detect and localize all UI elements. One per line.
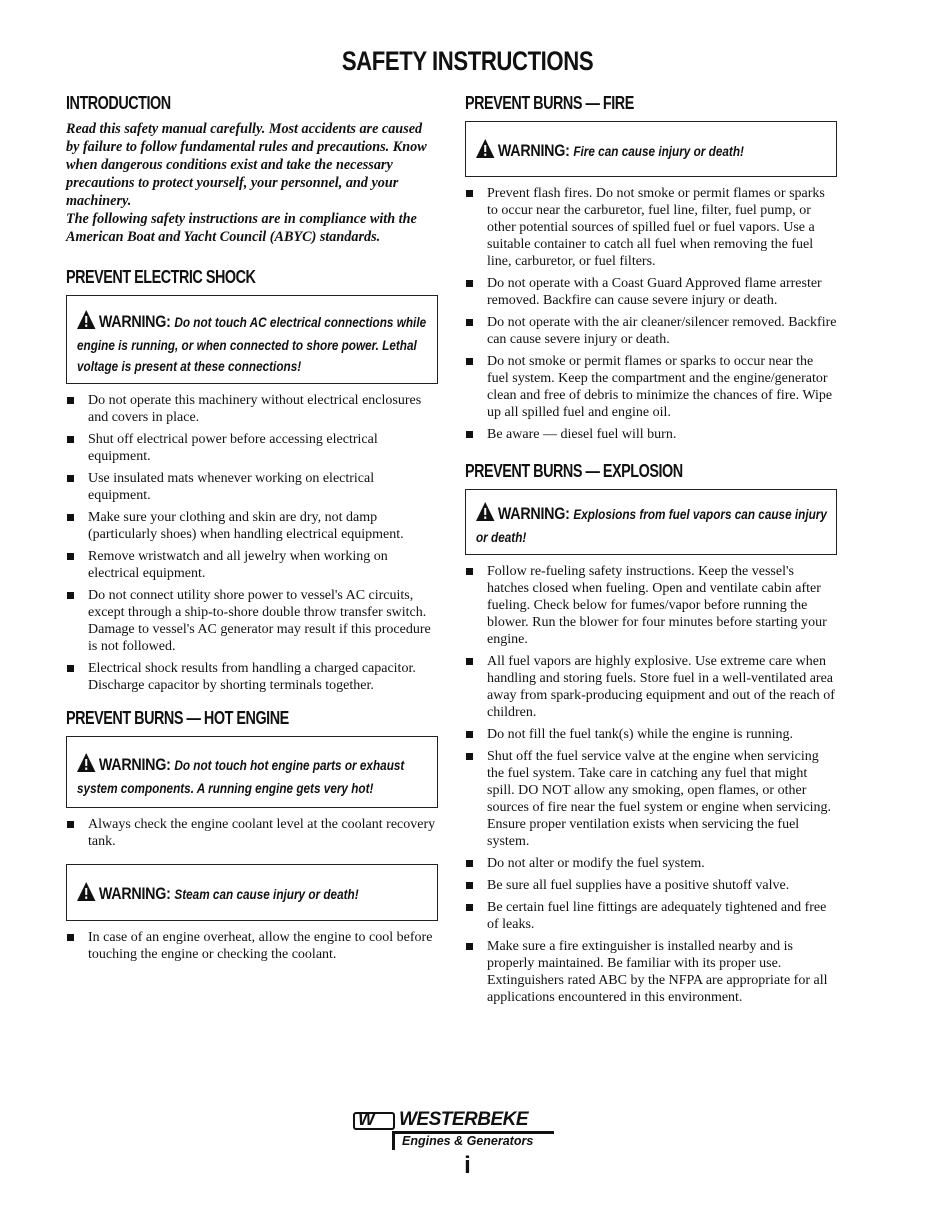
logo-stem [392, 1131, 395, 1150]
list-item: Do not operate this machinery without electrical enclosures and covers in place. [66, 392, 438, 426]
list-item: All fuel vapors are highly explosive. Use extreme care when handling and storing fuels. Store fuel in a well-ventilated area away from spark-producing equipment and out of the reach of children. [465, 653, 837, 721]
warning-label: WARNING: [98, 884, 171, 903]
square-bullet [67, 934, 74, 941]
warning-box [66, 295, 438, 384]
warning-text: Do not touch AC electrical connections while engine is running, or when connected to shore power. Lethal voltage is present at these connections! [77, 314, 427, 374]
square-bullet [67, 475, 74, 482]
list-item: Make sure your clothing and skin are dry, not damp (particularly shoes) when handling electrical equipment. [66, 509, 438, 543]
steam-warning-box [66, 864, 438, 921]
square-bullet [466, 319, 473, 326]
warning-box [66, 736, 438, 808]
list-item: Do not connect utility shore power to vessel's AC circuits, except through a ship-to-shore double throw transfer switch. Damage to vessel's AC generator may result if this procedure is not followed. [66, 587, 438, 655]
warning-triangle-icon [476, 502, 494, 527]
square-bullet [466, 882, 473, 889]
explosion-heading: PREVENT BURNS — EXPLOSION [465, 461, 683, 481]
square-bullet [466, 753, 473, 760]
warning-label: WARNING: [497, 504, 570, 523]
square-bullet [466, 358, 473, 365]
hot-engine-section [66, 707, 438, 963]
electric-shock-heading: PREVENT ELECTRIC SHOCK [66, 267, 256, 287]
steam-list [66, 929, 438, 963]
list-item: Shut off electrical power before accessing electrical equipment. [66, 431, 438, 465]
warning-triangle-icon [476, 139, 494, 164]
fire-section [465, 92, 837, 443]
fire-heading: PREVENT BURNS — FIRE [465, 93, 634, 113]
hot-engine-list [66, 816, 438, 850]
brand-tagline: Engines & Generators [402, 1134, 534, 1148]
square-bullet [67, 665, 74, 672]
explosion-section [465, 460, 837, 1006]
square-bullet [67, 397, 74, 404]
introduction-heading: INTRODUCTION [66, 93, 171, 113]
square-bullet [67, 514, 74, 521]
list-item: Do not smoke or permit flames or sparks to occur near the fuel system. Keep the compartment and the engine/generator clean and free of debris to minimize the chances of fire. Wipe up all spilled fuel and engine oil. [465, 353, 837, 421]
square-bullet [466, 568, 473, 575]
warning-text: Steam can cause injury or death! [174, 886, 359, 902]
list-item: Do not operate with a Coast Guard Approved flame arrester removed. Backfire can cause severe injury or death. [465, 275, 837, 309]
list-item: In case of an engine overheat, allow the engine to cool before touching the engine or checking the coolant. [66, 929, 438, 963]
list-item: Use insulated mats whenever working on electrical equipment. [66, 470, 438, 504]
intro-compliance-paragraph: The following safety instructions are in compliance with the American Boat and Yacht Council (ABYC) standards. [66, 211, 417, 245]
logo-mark-icon: W [353, 1112, 395, 1130]
square-bullet [466, 904, 473, 911]
square-bullet [466, 860, 473, 867]
list-item: Do not fill the fuel tank(s) while the engine is running. [465, 726, 837, 743]
square-bullet [466, 731, 473, 738]
warning-box [465, 489, 837, 555]
warning-label: WARNING: [497, 141, 570, 160]
list-item: Remove wristwatch and all jewelry when working on electrical equipment. [66, 548, 438, 582]
brand-name: WESTERBEKE [399, 1109, 529, 1130]
explosion-list [465, 563, 837, 1006]
fire-list [465, 185, 837, 443]
warning-label: WARNING: [98, 312, 171, 331]
square-bullet [466, 943, 473, 950]
list-item: Do not alter or modify the fuel system. [465, 855, 837, 872]
list-item: Always check the engine coolant level at the coolant recovery tank. [66, 816, 438, 850]
warning-box [465, 121, 837, 177]
right-column [465, 92, 837, 1011]
square-bullet [67, 821, 74, 828]
square-bullet [67, 592, 74, 599]
list-item: Make sure a fire extinguisher is installed nearby and is properly maintained. Be familiar with its proper use. Extinguishers rated ABC by the NFPA are appropriate for all applications encountered in this environment. [465, 938, 837, 1006]
page-number: i [464, 1152, 471, 1179]
warning-text: Fire can cause injury or death! [573, 143, 744, 159]
list-item: Be aware — diesel fuel will burn. [465, 426, 837, 443]
warning-triangle-icon [77, 310, 95, 335]
page-title: SAFETY INSTRUCTIONS [341, 46, 594, 76]
square-bullet [466, 431, 473, 438]
warning-triangle-icon [77, 882, 95, 907]
introduction-section [66, 92, 438, 246]
list-item: Shut off the fuel service valve at the engine when servicing the fuel system. Take care in catching any fuel that might spill. DO NOT allow any smoking, open flames, or other sources of fire near the fuel system or engine when servicing. Ensure proper ventilation exists when servicing the fuel system. [465, 748, 837, 850]
square-bullet [67, 553, 74, 560]
left-column [66, 92, 438, 968]
warning-label: WARNING: [98, 755, 171, 774]
list-item: Prevent flash fires. Do not smoke or permit flames or sparks to occur near the carburetor, fuel line, filter, fuel pump, or other potential sources of spilled fuel or fuel vapors. Use a suitable container to catch all fuel when removing the fuel line, carburetor, or fuel filters. [465, 185, 837, 270]
electric-shock-list [66, 392, 438, 694]
list-item: Electrical shock results from handling a charged capacitor. Discharge capacitor by shorting terminals together. [66, 660, 438, 694]
square-bullet [466, 658, 473, 665]
list-item: Be sure all fuel supplies have a positive shutoff valve. [465, 877, 837, 894]
electric-shock-section [66, 266, 438, 694]
warning-triangle-icon [77, 753, 95, 778]
list-item: Follow re-fueling safety instructions. Keep the vessel's hatches closed when fueling. Open and ventilate cabin after fueling. Check below for fumes/vapor before running the blower. Run the blower for four minutes before starting your engine. [465, 563, 837, 648]
list-item: Be certain fuel line fittings are adequately tightened and free of leaks. [465, 899, 837, 933]
square-bullet [67, 436, 74, 443]
list-item: Do not operate with the air cleaner/silencer removed. Backfire can cause severe injury or death. [465, 314, 837, 348]
square-bullet [466, 190, 473, 197]
square-bullet [466, 280, 473, 287]
introduction-text [66, 120, 438, 246]
hot-engine-heading: PREVENT BURNS — HOT ENGINE [66, 708, 289, 728]
warning-text: Explosions from fuel vapors can cause injury or death! [476, 506, 827, 545]
warning-text: Do not touch hot engine parts or exhaust system components. A running engine gets very hot! [77, 757, 405, 796]
intro-paragraph: Read this safety manual carefully. Most accidents are caused by failure to follow fundamental rules and precautions. Know when dangerous conditions exist and take the necessary precautions to protect yourself, your personnel, and your machinery. [66, 121, 427, 209]
